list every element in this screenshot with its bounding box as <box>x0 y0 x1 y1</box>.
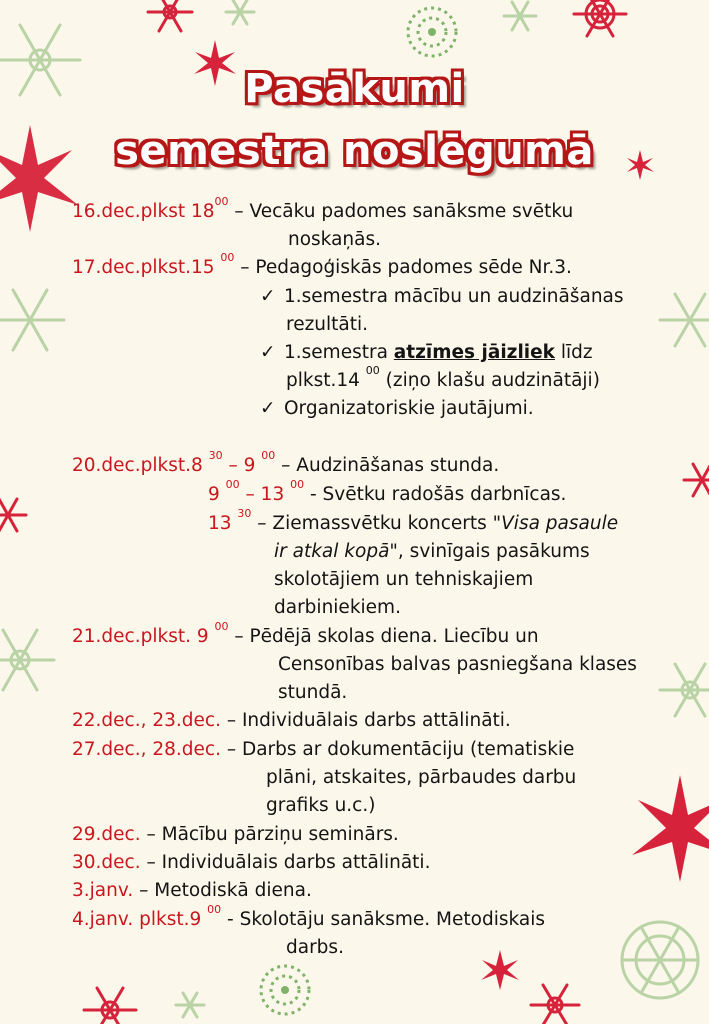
event-text: - Skolotāju sanāksme. Metodiskais <box>221 909 545 930</box>
event-date: 29.dec. <box>72 824 141 845</box>
event-line <box>72 620 539 651</box>
time-sup: 30 <box>208 449 223 462</box>
agenda-text: plkst.14 <box>286 370 366 391</box>
event-date: 13 <box>208 513 238 534</box>
event-date: 17.dec.plkst.15 <box>72 257 215 278</box>
page-title-line-1: Pasākumi <box>244 66 465 112</box>
event-text: – Mācību pārziņu seminārs. <box>140 824 399 845</box>
event-text: – Metodiskā diena. <box>133 880 312 901</box>
event-line <box>72 449 500 480</box>
event-line: grafiks u.c.) <box>266 795 376 816</box>
time-sup: 30 <box>237 507 252 520</box>
event-text: – Ziemassvētku koncerts <box>251 513 493 534</box>
event-text: – Darbs ar dokumentāciju (tematiskie <box>220 739 575 760</box>
event-text: - Svētku radošās darbnīcas. <box>304 484 567 505</box>
event-line <box>72 195 574 226</box>
event-line <box>72 736 574 764</box>
event-line <box>208 478 567 509</box>
event-title-italic: "Visa pasaule <box>492 513 619 534</box>
time-sup: 00 <box>225 478 240 491</box>
event-line <box>72 903 545 934</box>
agenda-item-cont <box>286 364 600 395</box>
event-text: Pedagoģiskās padomes sēde Nr.3. <box>255 257 572 278</box>
event-date: 21.dec.plkst. 9 <box>72 626 215 647</box>
event-text: – Individuālais darbs attālināti. <box>220 710 511 731</box>
event-date: 20.dec.plkst.8 <box>72 455 209 476</box>
time-sup: 00 <box>214 620 229 633</box>
time-sup: 00 <box>290 478 305 491</box>
event-line <box>72 821 399 849</box>
check-icon: ✓ <box>260 398 276 419</box>
time-sup: 00 <box>365 364 380 377</box>
event-line <box>208 507 619 538</box>
event-line: darbiniekiem. <box>274 597 401 618</box>
event-text: – Audzināšanas stunda. <box>275 455 500 476</box>
event-line: plāni, atskaites, pārbaudes darbu <box>266 767 577 788</box>
red-star-icon <box>481 950 519 990</box>
event-date: 9 <box>208 484 226 505</box>
dash: – <box>234 257 256 278</box>
event-line <box>72 849 430 877</box>
event-date: 30.dec. <box>72 852 141 873</box>
agenda-item <box>260 283 624 311</box>
event-text: , svinīgais pasākums <box>397 541 590 562</box>
event-date: 4.janv. plkst.9 <box>72 909 208 930</box>
time-sup: 00 <box>220 251 235 264</box>
event-line: skolotājiem un tehniskajiem <box>274 569 534 590</box>
event-date: 16.dec.plkst 18 <box>72 201 215 222</box>
event-line <box>72 877 312 905</box>
event-text: Vecāku padomes sanāksme svētku <box>249 201 574 222</box>
agenda-emphasis: atzīmes jāizliek <box>393 342 555 363</box>
event-line <box>72 707 511 735</box>
event-date: 27.dec., 28.dec. <box>72 739 221 760</box>
agenda-text: (ziņo klašu audzinātāji) <box>379 370 600 391</box>
page-title-line-2: semestra noslēgumā <box>115 128 594 174</box>
time-sup: 00 <box>207 903 222 916</box>
agenda-text: Organizatoriskie jautājumi. <box>284 398 534 419</box>
event-line: stundā. <box>278 682 348 703</box>
event-line: darbs. <box>286 937 344 958</box>
event-date: 22.dec., 23.dec. <box>72 710 221 731</box>
time-sup: 00 <box>261 449 276 462</box>
dash: – <box>228 201 250 222</box>
event-line <box>274 538 590 566</box>
check-icon: ✓ <box>260 342 276 363</box>
check-icon: ✓ <box>260 286 276 307</box>
event-text: – Individuālais darbs attālināti. <box>140 852 431 873</box>
event-line: Censonības balvas pasniegšana klases <box>278 654 637 675</box>
agenda-item-cont: rezultāti. <box>286 314 369 335</box>
event-date: 3.janv. <box>72 880 134 901</box>
event-title-italic: ir atkal kopā" <box>274 541 398 562</box>
time-sup: 00 <box>214 195 229 208</box>
agenda-text: līdz <box>554 342 593 363</box>
agenda-item <box>260 339 593 367</box>
event-line <box>72 251 572 282</box>
event-date: – 13 <box>239 484 291 505</box>
agenda-text: 1.semestra <box>284 342 394 363</box>
agenda-item <box>260 395 534 423</box>
red-star-icon <box>632 775 709 882</box>
agenda-text: 1.semestra mācību un audzināšanas <box>284 286 624 307</box>
event-text: – Pēdējā skolas diena. Liecību un <box>228 626 539 647</box>
event-date: – 9 <box>222 455 262 476</box>
event-line: noskaņās. <box>288 229 381 250</box>
